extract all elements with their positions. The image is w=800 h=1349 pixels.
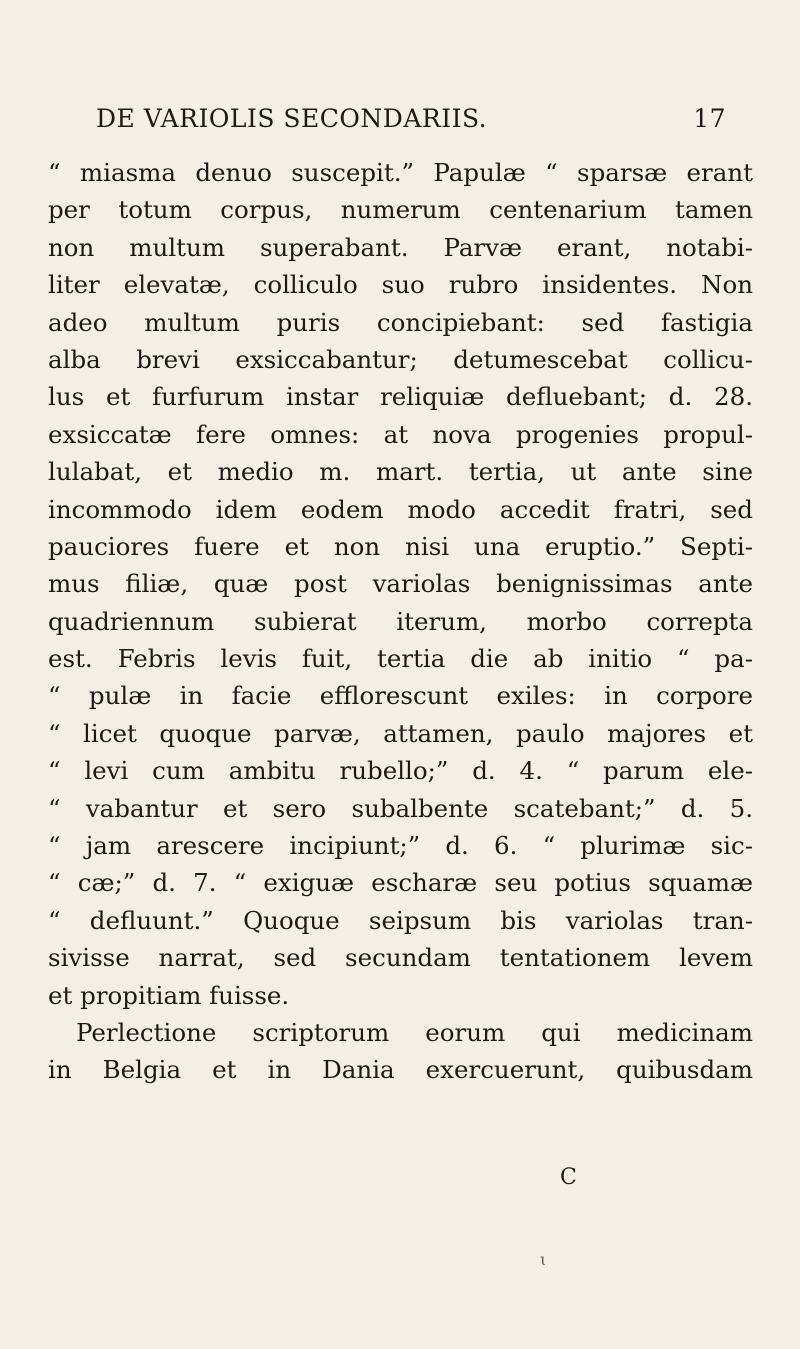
text-line: adeo multum puris concipiebant: sed fastigia: [48, 307, 753, 337]
text-line: incommodo idem eodem modo accedit fratri, sed: [48, 494, 753, 524]
text-line: quadriennum subierat iterum, morbo correpta: [48, 606, 753, 636]
text-line: “ vabantur et sero subalbente scatebant;” d. 5.: [48, 793, 753, 823]
running-head: [96, 104, 726, 138]
text-line: liter elevatæ, colliculo suo rubro insidentes. Non: [48, 270, 753, 300]
text-line: lulabat, et medio m. mart. tertia, ut ante sine: [48, 457, 753, 487]
page-number: 17: [693, 104, 726, 133]
running-title: DE VARIOLIS SECONDARIIS.: [96, 104, 488, 133]
text-line: “ pulæ in facie efflorescunt exiles: in corpore: [48, 681, 753, 711]
text-line: est. Febris levis fuit, tertia die ab initio “ pa-: [48, 644, 753, 674]
text-line: exsiccatæ fere omnes: at nova progenies propul-: [48, 419, 753, 449]
text-line: sivisse narrat, sed secundam tentationem levem: [48, 943, 753, 973]
text-line: “ miasma denuo suscepit.” Papulæ “ sparsæ erant: [48, 158, 753, 187]
text-line: pauciores fuere et non nisi una eruptio.” Septi-: [48, 531, 753, 561]
text-line: non multum superabant. Parvæ erant, notabi-: [48, 232, 753, 262]
text-line: “ jam arescere incipiunt;” d. 6. “ plurimæ sic-: [48, 831, 753, 861]
body-text: [48, 154, 753, 1089]
page-mark: ɩ: [540, 1250, 547, 1269]
text-line: alba brevi exsiccabantur; detumescebat collicu-: [48, 344, 753, 374]
text-line: in Belgia et in Dania exercuerunt, quibusdam: [48, 1055, 753, 1085]
signature-mark: C: [560, 1165, 577, 1190]
text-line: mus filiæ, quæ post variolas benignissimas ante: [48, 569, 753, 599]
text-line: “ defluunt.” Quoque seipsum bis variolas tran-: [48, 905, 753, 935]
text-line: lus et furfurum instar reliquiæ defluebant; d. 28.: [48, 382, 753, 412]
text-line: “ licet quoque parvæ, attamen, paulo majores et: [48, 718, 753, 748]
text-line: per totum corpus, numerum centenarium tamen: [48, 195, 753, 225]
text-line: Perlectione scriptorum eorum qui medicinam: [76, 1017, 753, 1047]
text-line: “ levi cum ambitu rubello;” d. 4. “ parum ele-: [48, 756, 753, 786]
text-line: “ cæ;” d. 7. “ exiguæ escharæ seu potius squamæ: [48, 868, 753, 898]
text-line: et propitiam fuisse.: [48, 980, 290, 1010]
